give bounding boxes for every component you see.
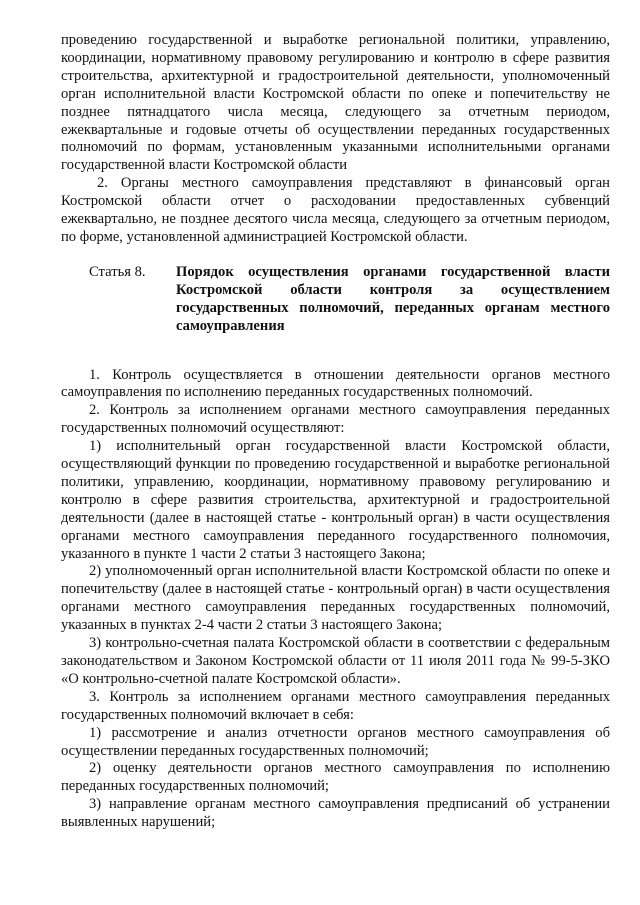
article-title: Порядок осуществления органами государственной власти Костромской области контроля за осуществлением государственных полномочий, переданных органам местного самоуправления: [176, 263, 610, 334]
paragraph-3-3: 3) направление органам местного самоуправления предписаний об устранении выявленных нарушений;: [61, 796, 610, 831]
paragraph-2-1: 1) исполнительный орган государственной власти Костромской области, осуществляющий функции по проведению государственной и выработке региональной политики, управлению, координации, нормативному правовому регулированию и контролю в сфере развития строительства, архитектурной и градостроительной деятельности (далее в настоящей статье - контрольный орган) в части осуществления органами местного самоуправления переданного государственного полномочия, указанного в пункте 1 части 2 статьи 3 настоящего Закона;: [61, 438, 610, 562]
article-number: Статья 8.: [89, 263, 146, 280]
document-page: [61, 32, 610, 832]
paragraph-3-1: 1) рассмотрение и анализ отчетности органов местного самоуправления об осуществлении переданных государственных полномочий;: [61, 724, 610, 759]
paragraph-2-3: 3) контрольно-счетная палата Костромской области в соответствии с федеральным законодательством и Законом Костромской области от 11 июля 2011 года № 99-5-ЗКО «О контрольно-счетной палате Костромской области».: [61, 635, 610, 687]
article-heading: [61, 264, 610, 336]
paragraph-item-2: 2. Органы местного самоуправления представляют в финансовый орган Костромской области отчет о расходовании предоставленных субвенций ежеквартально, не позднее десятого числа месяца, следующего за отчетным периодом, по форме, установленной администрацией Костромской области.: [61, 175, 610, 245]
paragraph-2-2: 2) уполномоченный орган исполнительной власти Костромской области по опеке и попечительству (далее в настоящей статье - контрольный орган) в части осуществления органами местного самоуправления переданных государственных полномочий, указанных в пунктах 2-4 части 2 статьи 3 настоящего Закона;: [61, 563, 610, 634]
paragraph-3: 3. Контроль за исполнением органами местного самоуправления переданных государственных полномочий включает в себя:: [61, 688, 610, 723]
paragraph-3-2: 2) оценку деятельности органов местного самоуправления по исполнению переданных государственных полномочий;: [61, 760, 610, 795]
paragraph-1: 1. Контроль осуществляется в отношении деятельности органов местного самоуправления по исполнению переданных государственных полномочий.: [61, 366, 610, 401]
continuation-paragraph: проведению государственной и выработке региональной политики, управлению, координации, нормативному правовому регулированию и контролю в сфере развития строительства, архитектурной и градостроительной деятельности, уполномоченный орган исполнительной власти Костромской области по опеке и попечительству не позднее пятнадцатого числа месяца, следующего за отчетным периодом, ежеквартальные и годовые отчеты об осуществлении переданных государственных полномочий по формам, установленным указанными исполнительными органами государственной власти Костромской области: [61, 32, 610, 174]
paragraph-2: 2. Контроль за исполнением органами местного самоуправления переданных государственных полномочий осуществляют:: [61, 402, 610, 437]
